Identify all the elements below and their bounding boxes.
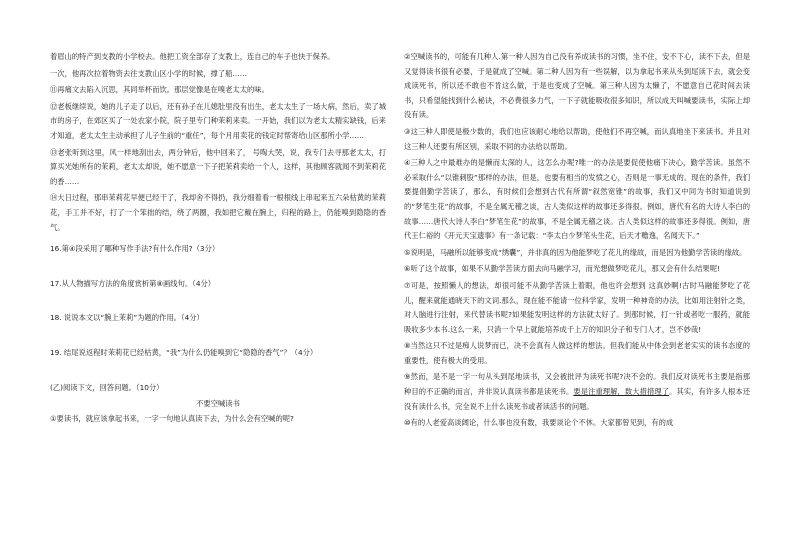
question-16: 16.第④段采用了哪种写作手法?有什么作用?（3分） [50, 244, 220, 254]
paragraph-13: ⑬老张听到这里，风一样地刮出去，两分钟后，他中回来了， 号啕大哭，说，我专门去寻那老太太，打算买光她所有的茉莉，老太太却说，她不愿意一下子把茉莉卖给一个人，这样，其他顾客就闻不到茉莉花的香…… [50, 147, 386, 186]
right-column [404, 50, 750, 433]
essay-paragraph-1: ①要读书，就应该拿起书来，一字一句地认真读下去，为什么会有空喊的呢? [50, 413, 294, 423]
essay-paragraph-5: ⑤说明是，马融所以能够变成“绣囊”，并非真的因为他能梦吃了花儿的缘故，而是因为他勤学苦读的缘故。 [404, 247, 747, 257]
essay-paragraph-3: ③这三种人即使是极少数的，我们也应该耐心地给以帮助，使他们不再空喊，而认真地坐下来读书。并且对这三种人还要有所区别，采取不同的办法给以帮助。 [404, 126, 750, 151]
question-17: 17.从人物描写方法的角度赏析第⑧画线句。（4分） [50, 278, 216, 288]
essay-title: 不要空喊读书 [196, 399, 240, 409]
paragraph-9-text-end: 。其实，有许多人根本还没有读什么书，完全说不上什么读死书或者读活书的问题。 [404, 387, 751, 411]
essay-paragraph-8: ⑧当然这只不过是痴人说梦而已，决不会真有人做这样的想法。但我们能从中体会到老老实实的读书态度的重要性，使有极大的受用。 [404, 341, 750, 365]
essay-paragraph-7: ⑦可是，按照懒人的想法，却很可能不从勤学苦读上着眼，他也许会想到 这真妙啊!古时马融能梦吃了花儿，醒来就能通晓天下的文词.那么，现在能不能请一位科学家，发明一种神奇的办法，比如用注射针之类，对人脑进行注射，来代替读书呢?如果能发明这样的方法就太好了。到那时候，打一针或者吃一服药，就能吸收多少本书.这么一来，只消一个早上就能培养成千上万的知识分子和专门人才，岂不妙哉! [404, 280, 750, 334]
paragraph-11: ⑪再痛文去陷入沉思，其同举杯而饮。那层觉像是在嗅老太太的味。 [50, 85, 269, 95]
question-19: 19. 结尾说返程时茉莉花已经枯黄，“我”为什么仍能嗅到它“隐隐的香气”？（4分） [50, 347, 318, 357]
left-column [50, 50, 386, 428]
paragraph-9-text-start: ⑨然而，是不是一字一句从头到尾地读书，又会被批评为读死书呢?决不会的。我们反对读死书主要是指那种目的不正确的而言，并非说认真读书都是读死书。 [404, 372, 750, 397]
paragraph-12: ⑫老板继续说，她的儿子走了以后，还有孙子在儿媳肚里没有出生，老太太生了一场大病，然后，卖了城市的房子，在郊区买了一处农家小院，院子里专门种茉莉来卖。一开始，我们以为老太太精实缺钱，后来才知道，老太太生主动承担了儿子生前的“重任”，每个月用卖花的钱定时帮寄给山区那所小学…… [50, 101, 386, 140]
underlined-sentence: 要是注重理解，数大措措理了 [573, 387, 670, 397]
intro-line-1: 着眉山的特产到支教的小学校去。他把工资全部存了支教上，连自己的车子也快于保养。 [50, 52, 335, 61]
section-2-label: (乙)阅读下文，回答问题。（10分） [50, 382, 164, 392]
question-18: 18. 说说本文以“腕上茉莉”为题的作用。（4分） [50, 313, 204, 323]
essay-paragraph-9 [404, 370, 750, 414]
essay-paragraph-6: ⑥听了这个故事，如果不从勤学苦读方面去向马融学习，而光想做梦吃花儿，那又会有什么结果呢! [404, 264, 720, 274]
essay-paragraph-4: ④三种人之中最难办的是懒而太深的人，这怎么办呢?唯一的办法是要促使他痛下决心，勤学苦读。虽然不必采取什么“以锥刺股”那样的办法，但是，也要有相当的发愤之心，否则是一事无成的。现在的条件，我们要提倡勤学苦读了，那么，有时候们会想到古代有所谓“叙然宽锥”的故事，我们又中同为书时知道说到的“梦笔生花”的故事，不是全属无稽之谈，古人类似这样的故事还多得很。例如，唐代有名的大诗人李白的故事……唐代大诗人李白“梦笔生花”的故事，不是全属无稽之谈。古人类似这样的故事还多得很。例如，唐代王仁裕的《开元天宝遗事》有一条记载：“李太白少梦笔头生花，后天才赡逸，名闻天下。” [404, 158, 750, 241]
paragraph-14: ⑭大日过程，那串茉莉花早便已经干了，我却舍不得扔，我分细着看一根根线上串起来五六朵枯黄的茉莉花，手工并不好，打了一个笨拙的结，绕了两圈，我如把它戴在腕上，归程的路上，仍能嗅到隐隐的香气。 [50, 193, 386, 232]
intro-line-2: 一次，他再次拉着物资去往支教山区小学的时候，撑了船…… [50, 68, 248, 78]
essay-paragraph-2: ②空喊读书的，可能有几种人.第一种人因为自己没有养成读书的习惯，坐不住，安不下心，读不下去，但是又觉得读书很有必要，于是就成了空喊。第二种人因为有一些误解，以为拿起书来从头到尾读下去，就会变成读死书，所以还不敢也不肯这么做，于是也变成了空喊。第三种人因为太懒了，不愿意自己花时间去读书，只希望能找到什么秘诀，不必费很多力气，一下子就能吸收很多知识，所以成天叫喊要读书，实际上却没有读。 [404, 52, 750, 120]
essay-paragraph-10: ⑩有的人老爱高谈阔论，什么事也没有数，我要谈论个不休。大家都曾见到，有的成 [404, 418, 674, 428]
